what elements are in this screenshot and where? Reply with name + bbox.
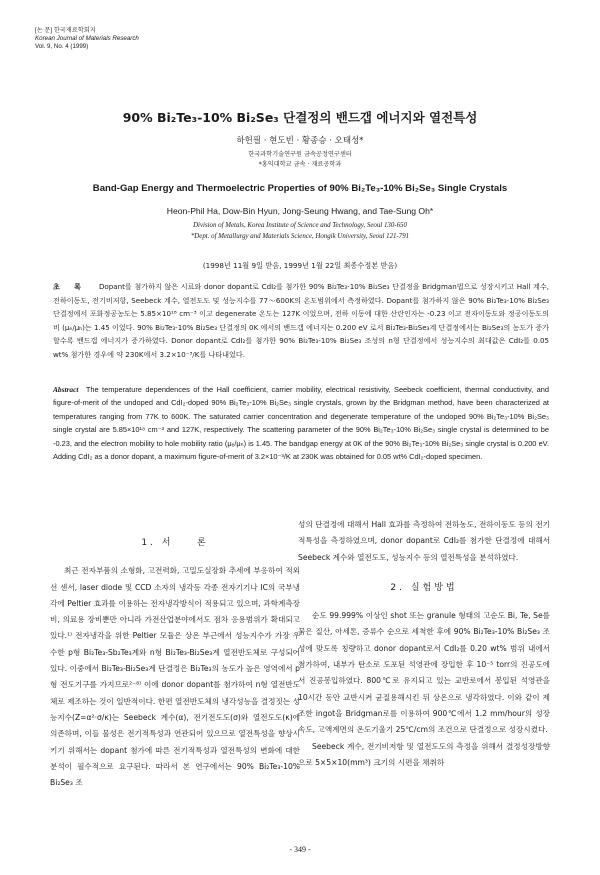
page-number: - 349 - bbox=[289, 845, 311, 854]
section-2-body: 순도 99.999% 이상인 shot 또는 granule 형태의 고순도 Bi, Te, Se를 묽은 질산, 아세톤, 증류수 순으로 세척한 후에 90% Bi₂Te₃-10% Bi₂Se₃ 조성에 맞도록 칭량하고 donor dopant로서 CdI₂를 0.20 wt% 범위 내에서 첨가하여, 내부가 탄소로 도포된 석영관에 장입한 후 10⁻⁵ torr의 진공도에서 진공봉입하였다. 800℃로 유지되고 있는 교반로에서 봉입된 석영관을 10시간 동안 교반시켜 균질용해시킨 뒤 상온으로 냉각하였다. 이와 같이 제조한 ingot을 Bridgman로를 이용하여 900℃에서 1.2 mm/hour의 성장속도, 고액계면의 온도기울기 25℃/cm의 조건으로 단결정으로 성장시켰다. bbox=[298, 611, 550, 735]
korean-affiliation-1: 한국과학기술연구원 금속공정연구센터 bbox=[248, 151, 352, 158]
english-authors: Heon-Phil Ha, Dow-Bin Hyun, Jong-Seung Hwang, and Tae-Sung Oh* bbox=[166, 206, 434, 216]
korean-title: 90% Bi₂Te₃-10% Bi₂Se₃ 단결정의 밴드갭 에너지와 열전특성 bbox=[122, 110, 478, 125]
korean-abstract-label: 초 록 bbox=[53, 282, 81, 291]
journal-line-1: [논 문] 한국재료학회지 bbox=[35, 27, 96, 34]
english-abstract bbox=[53, 383, 549, 463]
journal-line-3: Vol. 9, No. 4 (1999) bbox=[35, 43, 89, 50]
english-affiliations bbox=[0, 221, 600, 242]
korean-abstract bbox=[53, 280, 549, 361]
korean-affiliations bbox=[0, 150, 600, 170]
section-1-heading: 1. 서 론 bbox=[141, 538, 209, 548]
section-2-heading: 2. 실험방법 bbox=[390, 582, 458, 593]
intro-continuation: 성의 단결정에 대해서 Hall 효과를 측정하여 전하농도, 전하이동도 등의 전기적특성을 측정하였으며, donor dopant로 CdI₂를 첨가한 단결정에 대해서 Seebeck 계수와 열전도도, 성능지수 등의 열전특성을 분석하였다. bbox=[298, 520, 550, 562]
korean-affiliation-2: *홍익대학교 금속 · 재료공학과 bbox=[258, 161, 342, 168]
english-abstract-text: The temperature dependences of the Hall coefficient, carrier mobility, electrical resistivity, Seebeck coefficient, thermal conductivity, and figure-of-merit of the undoped and CdI₂-doped 90% Bi₂Te₃-10% Bi₂Se₃ single crystals, grown by the Bridgman method, have been characterized at temperatures ranging from 77K to 600K. The saturated carrier concentration and degenerate temperature of the undoped 90% Bi₂Te₃-10% Bi₂Se₃ single crystal are 5.85×10¹⁸ cm⁻³ and 127K, respectively. The scattering parameter of the 90% Bi₂Te₃-10% Bi₂Se₃ single crystal is determined to be -0.23, and the electron mobility to hole mobility ratio (μₑ/μₕ) is 1.45. The bandgap energy at 0K of the 90% Bi₂Te₃-10% Bi₂Se₃ single crystal is 0.200 eV. Adding CdI₂ as a donor dopant, a maximum figure-of-merit of 3.2×10⁻³/K at 230K was obtained for 0.05 wt% CdI₂-doped specimen. bbox=[53, 385, 550, 462]
section-2-body-2: Seebeck 계수, 전기비저항 및 열전도도의 측정을 위해서 결정성장방향으로 5×5×10(mm³) 크기의 시편을 채취하 bbox=[298, 741, 550, 767]
section-1-body: 최근 전자부품의 소형화, 고전력화, 고밀도실장화 추세에 부응하여 적외선 센서, laser diode 및 CCD 소자의 냉각등 각종 전자기기나 IC의 국부냉각에 Peltier 효과를 이용하는 전자냉각방식이 적용되고 있으며, 과학계측장비, 의료용 장비뿐만 아니라 가전산업분야에서도 점차 응용범위가 확대되고 있다.¹⁾ 전자냉각을 위한 Peltier 모듈은 상온 부근에서 성능지수가 가장 우수한 p형 Bi₂Te₃-Sb₂Te₃계와 n형 Bi₂Te₃-Bi₂Se₃계 열전반도체로 구성되어 있다. 이중에서 Bi₂Te₃-Bi₂Se₃계 단결정은 Bi₂Te₃의 농도가 높은 영역에서 p형 전도기구를 가지므로²⁻⁸⁾ 이에 donor dopant를 첨가하여 n형 열전반도체로 제조하는 것이 일반적이다. 한편 열전반도체의 냉각성능을 결정짓는 성능지수(Z=α²·σ/κ)는 Seebeck 계수(α), 전기전도도(σ)와 열전도도(κ)에 의존하며, 이들 물성은 전기적특성과 연관되어 있으므로 열전특성을 향상시키기 위해서는 dopant 첨가에 따른 전기적특성과 열전특성의 변화에 대한 분석이 필수적으로 요구된다. 따라서 본 연구에서는 90% Bi₂Te₃-10% Bi₂Se₃ 조 bbox=[50, 566, 300, 788]
english-title: Band-Gap Energy and Thermoelectric Properties of 90% Bi₂Te₃-10% Bi₂Se₃ Single Crystals bbox=[92, 183, 508, 194]
english-abstract-label: Abstract bbox=[53, 385, 79, 394]
right-column bbox=[298, 517, 550, 771]
journal-header bbox=[35, 27, 139, 51]
english-affiliation-2: *Dept. of Metallurgy and Materials Science, Hongik University, Seoul 121-791 bbox=[190, 232, 410, 240]
received-date: (1998년 11월 9일 받음, 1999년 1월 22일 최종수정본 받음) bbox=[202, 261, 398, 270]
english-affiliation-1: Division of Metals, Korea Institute of Science and Technology, Seoul 130-650 bbox=[193, 222, 407, 229]
korean-authors: 하헌필 · 현도빈 · 황종승 · 오태성* bbox=[236, 136, 364, 146]
left-column bbox=[50, 517, 300, 791]
korean-abstract-text: Dopant를 첨가하지 않은 시료와 donor dopant로 CdI₂를 첨가한 90% Bi₂Te₃-10% Bi₂Se₃ 단결정을 Bridgman법으로 성장시키고 Hall 계수, 전하이동도, 전기비저항, Seebeck 계수, 열전도도 및 성능지수를 77～600K의 온도범위에서 측정하였다. Dopant를 첨가하지 않은 90% Bi₂Te₃-10% Bi₂Se₃ 단결정에서 포화정공농도는 5.85×10¹⁸ cm⁻³ 이고 degenerate 온도는 127K 이었으며, 전하 이동에 대한 산란인자는 -0.23 이고 전자이동도와 정공이동도의 비 (μₑ/μₕ)는 1.45 이었다. 90% Bi₂Te₃-10% Bi₂Se₃ 단결정의 0K 에서의 밴드갭 에너지는 0.200 eV 로서 Bi₂Te₃-Bi₂Se₃계 단결정에서는 Bi₂Se₃의 농도가 증가할수록 밴드갭 에너지가 증가하였다. Donor dopant로 CdI₂를 첨가한 90% Bi₂Te₃-10% Bi₂Se₃ 조성의 n형 단결정에서 성능지수의 최대값은 CdI₂를 0.05 wt% 첨가한 경우에 약 230K에서 3.2×10⁻³/K를 나타내었다. bbox=[53, 282, 550, 359]
journal-line-2: Korean Journal of Materials Research bbox=[35, 35, 139, 42]
